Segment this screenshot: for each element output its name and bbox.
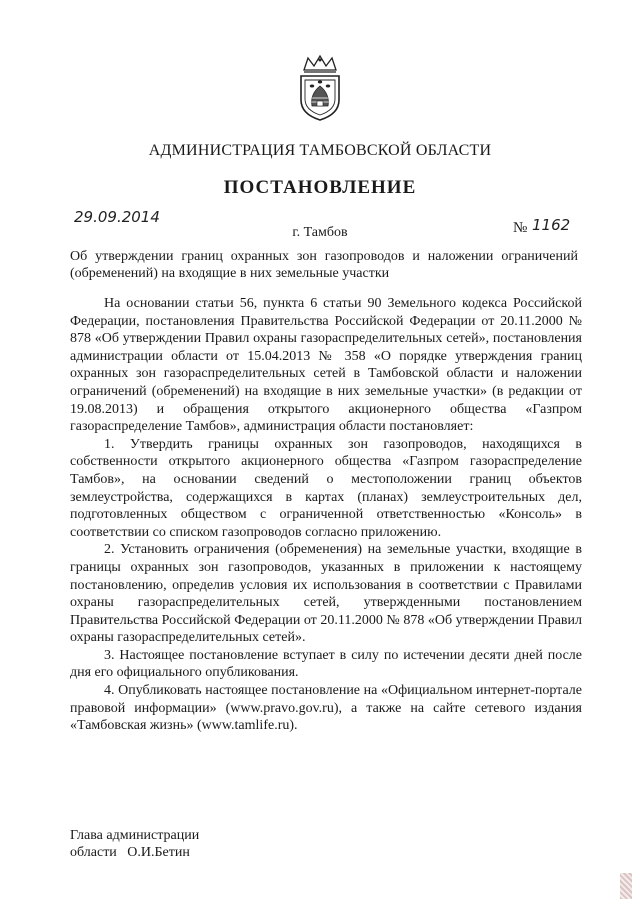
document-city: г. Тамбов — [292, 225, 348, 240]
document-body — [70, 295, 582, 735]
signature-title: Глава администрации — [70, 828, 200, 843]
stamp-mark — [620, 873, 632, 899]
tambov-region-coat-of-arms-icon — [296, 54, 344, 122]
document-type-title: ПОСТАНОВЛЕНИЕ — [223, 177, 417, 198]
document-number: 1162 — [532, 216, 571, 234]
signature-name: области О.И.Бетин — [70, 845, 190, 860]
signature-block — [70, 827, 199, 861]
item-2-paragraph: 2. Установить ограничения (обременения) на земельные участки, входящие в границы охранных зон газопроводов, указанных в приложении к настоящему постановлению, определив условия их использования в соответствии с Правилами охраны газораспределительных сетей, утвержденными постановлением Правительства Российской Федерации от 20.11.2000 № 878 «Об утверждении Правил охраны газораспределительных сетей». — [70, 542, 582, 646]
document-number-label: № — [513, 220, 528, 236]
item-3-paragraph: 3. Настоящее постановление вступает в силу по истечении десяти дней после дня его официального опубликования. — [70, 647, 582, 681]
item-1-paragraph: 1. Утвердить границы охранных зон газопроводов, находящихся в собственности открытого акционерного общества «Газпром газораспределение Тамбов», на основании сведений о местоположении границ объектов землеустройства, содержащихся в картах (планах) землеустроительных дел, подготовленных обществом с ограниченной ответственностью «Консоль» в соответствии со списком газопроводов согласно приложению. — [70, 436, 582, 540]
document-date: 29.09.2014 — [74, 208, 160, 226]
administration-title: АДМИНИСТРАЦИЯ ТАМБОВСКОЙ ОБЛАСТИ — [148, 142, 492, 159]
preamble-paragraph: На основании статьи 56, пункта 6 статьи 90 Земельного кодекса Российской Федерации, постановления Правительства Российской Федерации от 20.11.2000 № 878 «Об утверждении Правил охраны газораспределительных сетей», постановления администрации области от 15.04.2013 № 358 «О порядке утверждения границ охранных зон газораспределительных сетей в Тамбовской области и наложении ограничений (обременений) на входящие в них земельные участки» (в редакции от 19.08.2013) и обращения открытого акционерного общества «Газпром газораспределение Тамбов», администрация области постановляет: — [70, 296, 582, 435]
item-4-paragraph: 4. Опубликовать настоящее постановление на «Официальном интернет-портале правовой информации» (www.pravo.gov.ru), а также на сайте сетевого издания «Тамбовская жизнь» (www.tamlife.ru). — [70, 683, 582, 734]
document-subject: Об утверждении границ охранных зон газопроводов и наложении ограничений (обременений) на входящие в них земельные участки — [70, 249, 578, 281]
